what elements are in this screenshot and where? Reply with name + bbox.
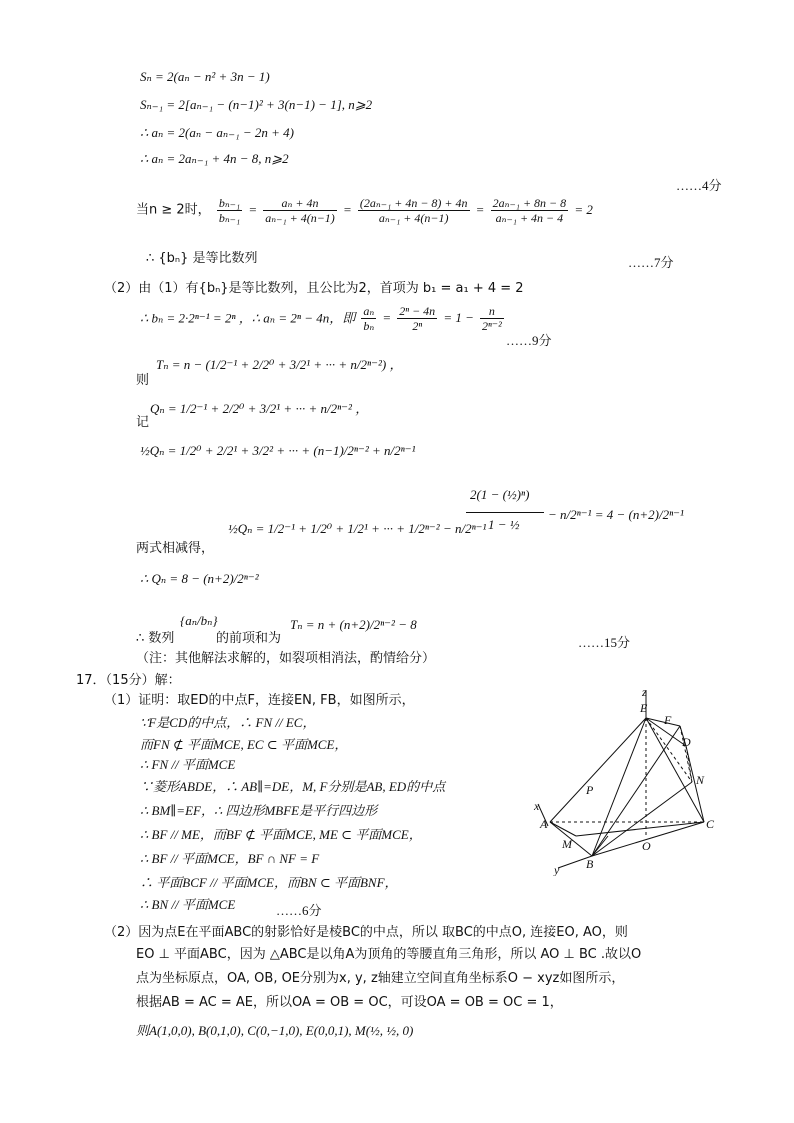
- label-f: F: [664, 713, 672, 727]
- frac-simplified: $\frac{\text{2aₙ₋₁ + 8n − 8}}{\text{aₙ₋₁ + 4n − 4}}$: [492, 196, 567, 225]
- part2-line-1: （2）因为点E在平面ABC的射影恰好是棱BC的中点，所以 取BC的中点O, 连接EO, AO，则: [104, 925, 628, 940]
- sum-label-mid: 的前项和为: [216, 631, 282, 646]
- label-c: C: [706, 817, 715, 831]
- part2-line-3: 点为坐标原点，OA, OB, OE分别为x, y, z轴建立空间直角坐标系O − xyz如图所示，: [136, 971, 625, 986]
- score-4: ……4分: [676, 178, 722, 193]
- define-label: 记: [136, 415, 150, 430]
- label-n: N: [696, 773, 705, 787]
- proof-step-10: ∴ BN // 平面MCE: [140, 897, 236, 912]
- label-a: A: [540, 817, 548, 831]
- note: （注：其他解法求解的，如裂项相消法，酌情给分）: [136, 651, 436, 666]
- ratio-line: 当n ≥ 2时， $\frac{\text{bₙ₋₁}}{\text{bₙ₋₁}}$ = $\frac{\text{aₙ + 4n}}{\text{aₙ₋₁ + 4(n−1)}}$ = $\frac{\text{(2aₙ₋₁ + 4n − 8) + 4n}}{\text{aₙ₋₁ + 4(n−1)}}$ = $\frac{\text{2aₙ₋₁ + 8n − 8}}{\text{aₙ₋₁ + 4n − 4}}$ = 2: [136, 196, 593, 225]
- part2-line-2: EO ⊥ 平面ABC，因为 △ABC是以角A为顶角的等腰直角三角形，所以 AO ⊥ BC .故以O: [136, 947, 642, 962]
- frac-b: $\frac{\text{bₙ₋₁}}{\text{bₙ₋₁}}$: [218, 196, 241, 225]
- formula-sn-minus-1: Sₙ₋₁ = 2[aₙ₋₁ − (n−1)² + 3(n−1) − 1], n⩾2: [140, 97, 373, 112]
- part2-coordinates: 则A(1,0,0), B(0,1,0), C(0,−1,0), E(0,0,1), M(½, ½, 0): [136, 1023, 414, 1038]
- formula-tn: Tₙ = n − (1/2⁻¹ + 2/2⁰ + 3/2¹ + ··· + n/2ⁿ⁻²) ，: [156, 357, 403, 372]
- bn-an-line: ∴ bₙ = 2·2ⁿ⁻¹ = 2ⁿ ，∴ aₙ = 2ⁿ − 4n，即 $\frac{\text{aₙ}}{\text{bₙ}}$ = $\frac{\text{2ⁿ − 4n}}{\text{2ⁿ}}$ = 1 − $\frac{n}{\text{2ⁿ⁻²}}$: [140, 304, 502, 333]
- score-15: ……15分: [578, 635, 631, 650]
- part2-intro: （2）由（1）有{bₙ}是等比数列，且公比为2，首项为 b₁ = a₁ + 4 = 2: [104, 281, 524, 296]
- score-7: ……7分: [628, 255, 674, 270]
- label-x: x: [534, 799, 540, 813]
- score-9: ……9分: [506, 333, 552, 348]
- label-e: E: [640, 701, 648, 715]
- proof-step-7: ∴ BF // ME，而BF ⊄ 平面MCE, ME ⊂ 平面MCE，: [140, 827, 422, 842]
- geometry-figure: [528, 686, 728, 876]
- proof-step-1: （1）证明：取ED的中点F，连接EN, FB，如图所示，: [104, 693, 415, 708]
- label-m: M: [562, 837, 572, 851]
- formula-qn: Qₙ = 1/2⁻¹ + 2/2⁰ + 3/2¹ + ··· + n/2ⁿ⁻² ，: [150, 401, 369, 416]
- geometric-sum-den: 1 − ½: [488, 517, 520, 532]
- geometric-sum-num: 2(1 − (½)ⁿ): [470, 487, 530, 502]
- part2-line-4: 根据AB = AC = AE，所以OA = OB = OC，可设OA = OB = OC = 1，: [136, 995, 563, 1010]
- frac-expanded: $\frac{\text{(2aₙ₋₁ + 4n − 8) + 4n}}{\text{aₙ₋₁ + 4(n−1)}}$: [359, 196, 468, 225]
- formula-sn: Sₙ = 2(aₙ − n² + 3n − 1): [140, 69, 270, 84]
- label-d: D: [682, 735, 691, 749]
- proof-step-4: ∴ FN // 平面MCE: [140, 757, 236, 772]
- proof-step-9: ∴ 平面BCF // 平面MCE，而BN ⊂ 平面BNF，: [140, 875, 398, 890]
- frac-a: $\frac{\text{aₙ + 4n}}{\text{aₙ₋₁ + 4(n−1)}}$: [265, 196, 335, 225]
- proof-step-2: ∵F是CD的中点，∴ FN // EC，: [140, 715, 316, 730]
- then-label: 则: [136, 373, 150, 388]
- formula-subtract: ½Qₙ = 1/2⁻¹ + 1/2⁰ + 1/2¹ + ··· + 1/2ⁿ⁻² − n/2ⁿ⁻¹: [228, 521, 487, 536]
- label-z: z: [642, 686, 647, 699]
- proof-step-5: ∵菱形ABDE，∴ AB∥=DE，M, F分别是AB, ED的中点: [140, 779, 446, 794]
- proof-step-6: ∴ BM∥=EF，∴ 四边形MBFE是平行四边形: [140, 803, 378, 818]
- proof-step-8: ∴ BF // 平面MCE，BF ∩ NF = F: [140, 851, 320, 866]
- formula-tn-result: Tₙ = n + (n+2)/2ⁿ⁻² − 8: [290, 617, 417, 632]
- geometric-sequence-conclusion: ∴ {bₙ} 是等比数列: [146, 251, 258, 266]
- label-o: O: [642, 839, 651, 853]
- subtraction-result: − n/2ⁿ⁻¹ = 4 − (n+2)/2ⁿ⁻¹: [548, 507, 684, 522]
- ratio-sequence: {aₙ/bₙ}: [180, 613, 218, 628]
- formula-an-diff: ∴ aₙ = 2(aₙ − aₙ₋₁ − 2n + 4): [140, 125, 294, 140]
- formula-an-recurrence: ∴ aₙ = 2aₙ₋₁ + 4n − 8, n⩾2: [140, 151, 289, 166]
- formula-half-qn: ½Qₙ = 1/2⁰ + 2/2¹ + 3/2² + ··· + (n−1)/2ⁿ⁻² + n/2ⁿ⁻¹: [140, 443, 416, 458]
- fraction-bar: [466, 512, 544, 513]
- sum-label: ∴ 数列: [136, 631, 175, 646]
- ratio-result: = 2: [574, 202, 593, 217]
- score-6: ……6分: [276, 903, 322, 918]
- label-p: P: [586, 783, 594, 797]
- ratio-condition: 当n ≥ 2时，: [136, 202, 211, 218]
- subtract-label: 两式相减得，: [136, 541, 215, 556]
- question-17-header: 17．（15分）解：: [76, 673, 181, 688]
- formula-qn-result: ∴ Qₙ = 8 − (n+2)/2ⁿ⁻²: [140, 571, 259, 586]
- label-y: y: [554, 863, 560, 876]
- label-b: B: [586, 857, 594, 871]
- proof-step-3: 而FN ⊄ 平面MCE, EC ⊂ 平面MCE，: [140, 737, 348, 752]
